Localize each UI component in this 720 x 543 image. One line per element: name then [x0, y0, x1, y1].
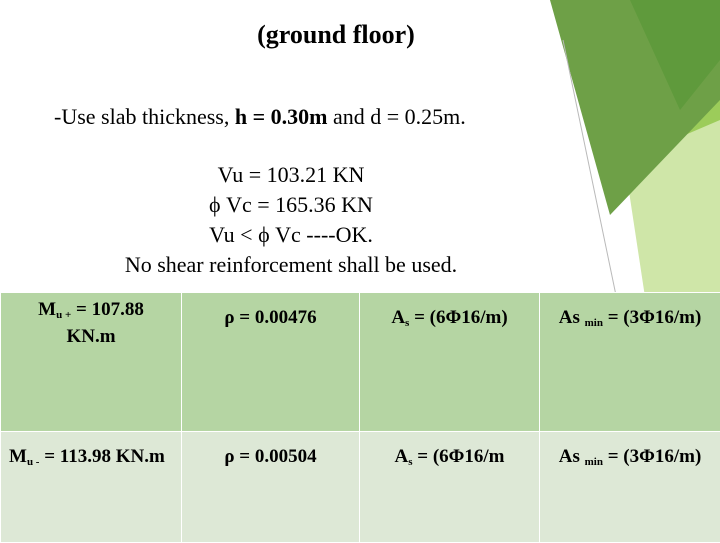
comparison-line: Vu < ϕ Vc ----OK.	[100, 220, 482, 250]
slab-d-value: 25m.	[421, 104, 466, 129]
phi-vc-line: ϕ Vc = 165.36 KN	[100, 190, 482, 220]
conclusion-line: No shear reinforcement shall be used.	[100, 250, 482, 280]
rho-cell: ρ = 0.00504	[182, 432, 360, 543]
as-min-cell: As $_{min}$ = (3Φ16/m)	[540, 432, 720, 543]
as-cell: $A_s = (6\Phi 16/m)$	[360, 293, 540, 432]
slab-prefix: -Use slab thickness,	[54, 104, 235, 129]
moment-cell: $M_{u -} = 113.98$ KN.m	[1, 432, 182, 543]
vu-line: Vu = 103.21 KN	[100, 160, 482, 190]
as-min-cell: As $_{min}$ = (3Φ16/m)	[540, 293, 720, 432]
slab-middle: and d = 0.	[327, 104, 421, 129]
moment-cell: $M_{u +} = 107.88$ KN.m	[1, 293, 182, 432]
rho-cell: ρ = 0.00476	[182, 293, 360, 432]
shear-check-block	[100, 160, 482, 280]
as-cell: $A_s = (6\Phi 16/m$	[360, 432, 540, 543]
moment-unit: KN.m	[66, 326, 115, 347]
page-title: (ground floor)	[0, 20, 672, 50]
table-row	[1, 432, 720, 543]
slab-h-value: h = 0.30m	[235, 104, 328, 129]
slab-thickness-line	[54, 104, 466, 130]
table-row	[1, 293, 720, 432]
results-table	[0, 292, 720, 543]
